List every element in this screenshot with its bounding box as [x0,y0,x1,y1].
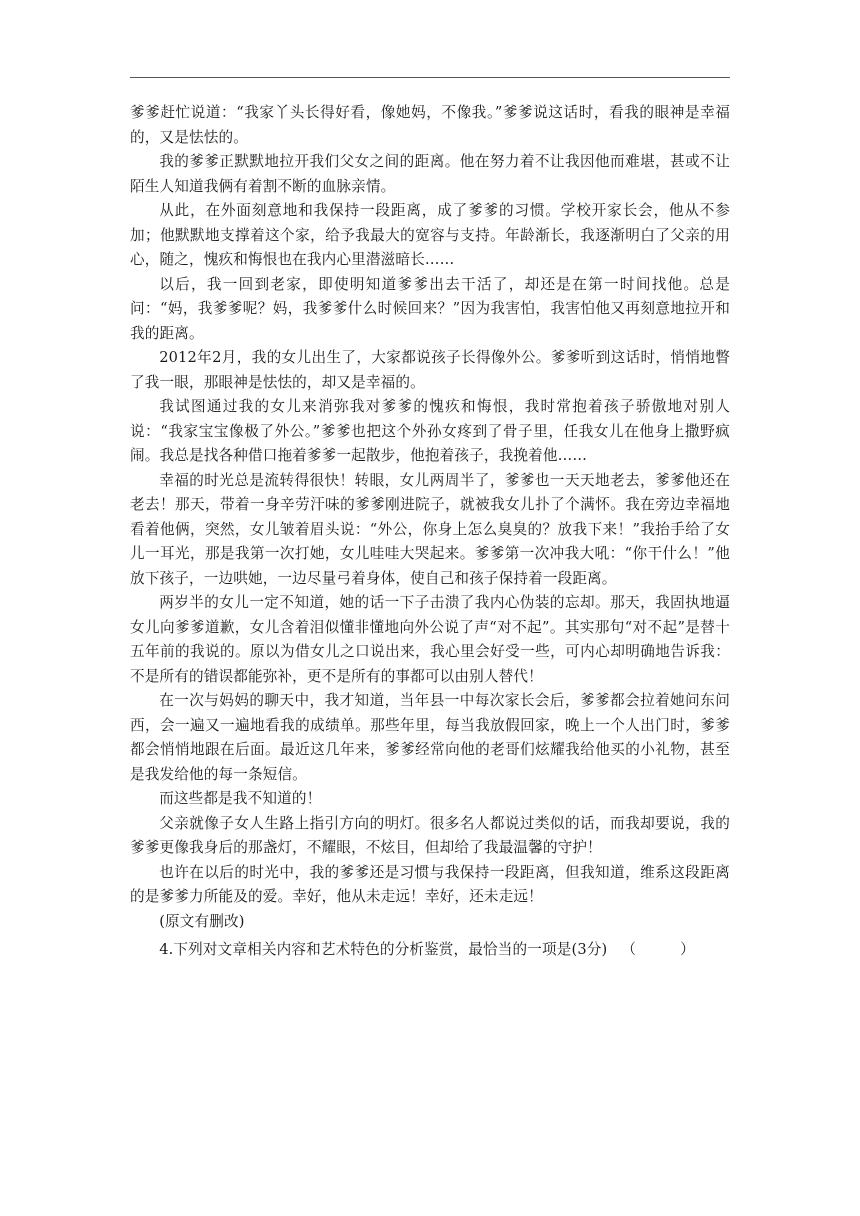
paragraph-7: 幸福的时光总是流转得很快！转眼，女儿两周半了，爹爹也一天天地老去，爹爹他还在老去！那天，带着一身辛劳汗味的爹爹刚进院子，就被我女儿扑了个满怀。我在旁边幸福地看着他俩，突然，女儿皱着眉头说：“外公，你身上怎么臭臭的？放我下来！”我抬手给了女儿一耳光，那是我第一次打她，女儿哇哇大哭起来。爹爹第一次冲我大吼：“你干什么！”他放下孩子，一边哄她，一边尽量弓着身体，使自己和孩子保持着一段距离。 [130,471,730,587]
paragraph-10: 而这些都是我不知道的！ [159,790,322,807]
answer-paren-close: ） [680,941,695,958]
paragraph-1: 爹爹赶忙说道：“我家丫头长得好看，像她妈，不像我。”爹爹说这话时，看我的眼神是幸福的，又是怯怯的。 [130,104,730,146]
paragraph-2: 我的爹爹正默默地拉开我们父女之间的距离。他在努力着不让我因他而难堪，甚或不让陌生人知道我俩有着割不断的血脉亲情。 [130,153,730,195]
question-text: 4.下列对文章相关内容和艺术特色的分析鉴赏，最恰当的一项是(3分) [159,941,608,958]
question-4 [130,938,730,963]
article-body [130,101,730,963]
paragraph-8: 两岁半的女儿一定不知道，她的话一下子击溃了我内心伪装的忘却。那天，我固执地逼女儿向爹爹道歉，女儿含着泪似懂非懂地向外公说了声“对不起”。其实那句“对不起”是替十五年前的我说的。原以为借女儿之口说出来，我心里会好受一些，可内心却明确地告诉我：不是所有的错误都能弥补，更不是所有的事都可以由别人替代！ [130,594,730,685]
paragraph-5: 2012年2月，我的女儿出生了，大家都说孩子长得像外公。爹爹听到这话时，悄悄地瞥了我一眼，那眼神是怯怯的，却又是幸福的。 [130,349,730,391]
source-note: (原文有删改) [159,912,245,930]
paragraph-11: 父亲就像子女人生路上指引方向的明灯。很多名人都说过类似的话，而我却要说，我的爹爹更像我身后的那盏灯，不耀眼，不炫目，但却给了我最温馨的守护！ [130,814,730,856]
paragraph-4: 以后，我一回到老家，即使明知道爹爹出去干活了，却还是在第一时间找他。总是问：“妈，我爹爹呢？妈，我爹爹什么时候回来？”因为我害怕，我害怕他又再刻意地拉开和我的距离。 [130,275,730,342]
answer-paren-open: （ [621,941,637,958]
paragraph-6: 我试图通过我的女儿来消弥我对爹爹的愧疚和悔恨，我时常抱着孩子骄傲地对别人说：“我家宝宝像极了外公。”爹爹也把这个外孙女疼到了骨子里，任我女儿在他身上撒野疯闹。我总是找各种借口拖着爹爹一起散步，他抱着孩子，我挽着他…… [130,398,730,464]
paragraph-9: 在一次与妈妈的聊天中，我才知道，当年县一中每次家长会后，爹爹都会拉着她问东问西，会一遍又一遍地看我的成绩单。那些年里，每当我放假回家，晚上一个人出门时，爹爹都会悄悄地跟在后面。最近这几年来，爹爹经常向他的老哥们炫耀我给他买的小礼物，甚至是我发给他的每一条短信。 [130,692,730,783]
paragraph-3: 从此，在外面刻意地和我保持一段距离，成了爹爹的习惯。学校开家长会，他从不参加；他默默地支撑着这个家，给予我最大的宽容与支持。年龄渐长，我逐渐明白了父亲的用心，随之，愧疚和悔恨也在我内心里潜滋暗长…… [130,202,730,268]
header-rule [130,77,730,78]
paragraph-12: 也许在以后的时光中，我的爹爹还是习惯与我保持一段距离，但我知道，维系这段距离的是爹爹力所能及的爱。幸好，他从未走远！幸好，还未走远！ [130,863,730,905]
